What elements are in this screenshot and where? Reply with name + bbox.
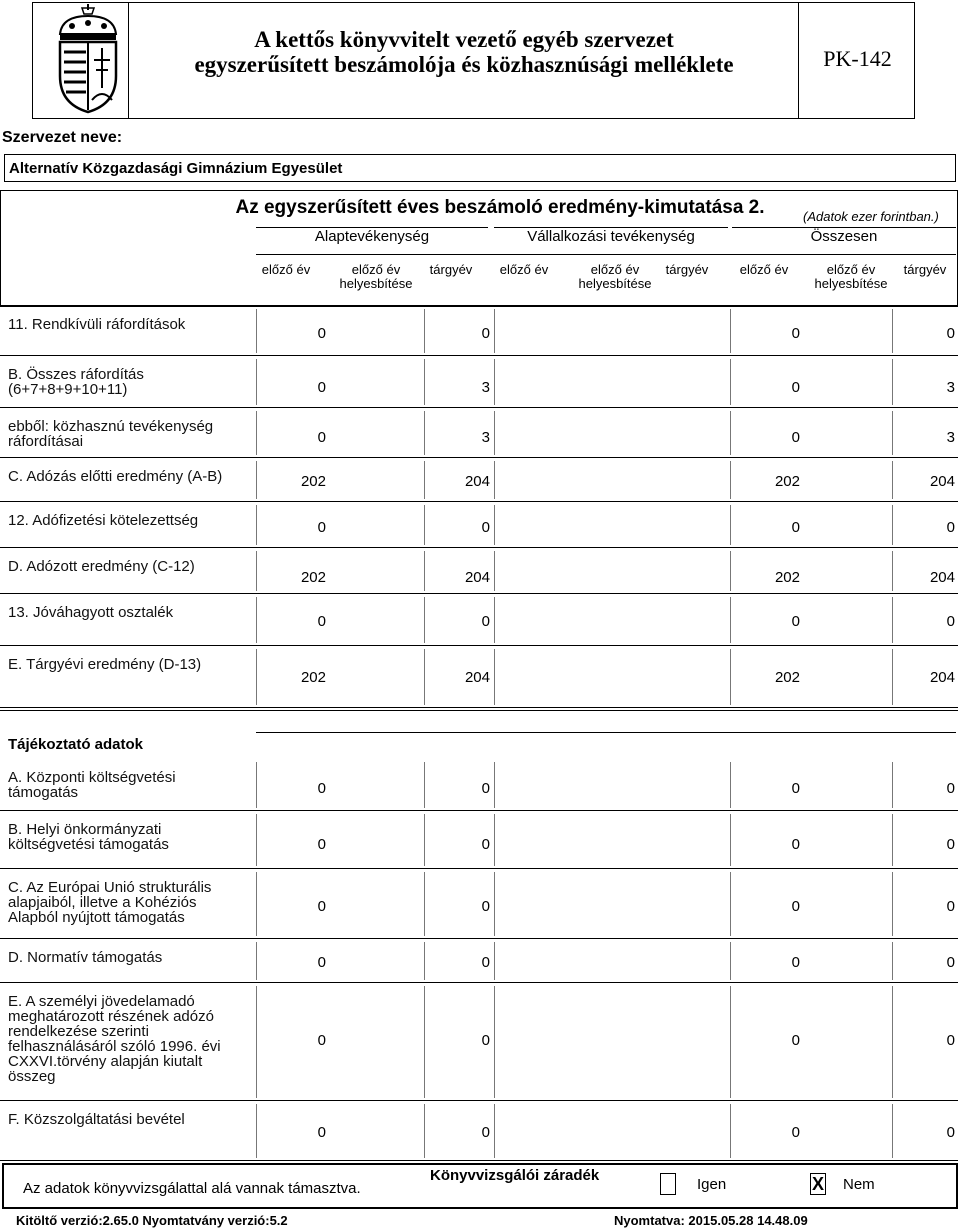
cell-divider	[494, 649, 495, 705]
value-alap-prev[interactable]: 0	[317, 379, 326, 396]
cell-divider	[730, 872, 731, 936]
group-osszesen: Összesen	[810, 228, 878, 245]
value-alap-current[interactable]: 0	[481, 954, 490, 971]
row-label-line: összeg	[8, 1068, 56, 1085]
value-osszesen-current[interactable]: 0	[946, 519, 955, 536]
row-label	[8, 880, 253, 925]
audit-no-label: Nem	[843, 1176, 875, 1193]
units-note: (Adatok ezer forintban.)	[803, 209, 939, 224]
value-osszesen-prev[interactable]: 0	[791, 519, 800, 536]
value-alap-prev[interactable]: 0	[317, 954, 326, 971]
cell-divider	[494, 762, 495, 808]
subheader-adjustment-line1: előző év	[826, 262, 876, 277]
cell-divider	[424, 309, 425, 353]
cell-divider	[892, 649, 893, 705]
value-alap-prev[interactable]: 0	[317, 613, 326, 630]
value-osszesen-current[interactable]: 0	[946, 1124, 955, 1141]
value-osszesen-current[interactable]: 204	[929, 669, 955, 686]
value-alap-prev[interactable]: 202	[300, 473, 326, 490]
subheader-adjustment-line2: helyesbítése	[339, 276, 413, 291]
cell-divider	[892, 814, 893, 866]
subheader-vall-prev: előző év	[499, 262, 549, 277]
cell-divider	[892, 942, 893, 980]
row-label	[8, 822, 253, 852]
row-separator	[0, 457, 958, 458]
subheader-underline	[256, 254, 956, 255]
row-label	[8, 605, 253, 620]
cell-divider	[892, 762, 893, 808]
cell-divider	[256, 597, 257, 643]
form-title-line1: A kettős könyvvitelt vezető egyéb szervezet	[254, 27, 674, 52]
form-title	[130, 27, 798, 77]
row-separator	[0, 1100, 958, 1101]
value-alap-prev[interactable]: 202	[300, 569, 326, 586]
cell-divider	[730, 1104, 731, 1158]
row-label	[8, 419, 253, 449]
cell-divider	[494, 309, 495, 353]
audit-no-checkbox[interactable]	[810, 1173, 826, 1195]
cell-divider	[892, 359, 893, 405]
form-title-line2: egyszerűsített beszámolója és közhasznúsági melléklete	[194, 52, 734, 77]
row-label	[8, 770, 253, 800]
value-osszesen-prev[interactable]: 202	[774, 473, 800, 490]
row-label-line: Alapból nyújtott támogatás	[8, 909, 185, 926]
audit-title: Könyvvizsgálói záradék	[430, 1167, 600, 1184]
cell-divider	[424, 942, 425, 980]
spacer-line	[256, 732, 956, 733]
value-alap-current[interactable]: 0	[481, 780, 490, 797]
row-label-line: 13. Jóváhagyott osztalék	[8, 604, 174, 621]
cell-divider	[256, 762, 257, 808]
info-title: Tájékoztató adatok	[8, 736, 144, 753]
value-osszesen-current[interactable]: 204	[929, 569, 955, 586]
row-separator	[0, 938, 958, 939]
value-alap-current[interactable]: 3	[481, 429, 490, 446]
cell-divider	[730, 411, 731, 455]
row-label	[8, 559, 253, 574]
cell-divider	[730, 942, 731, 980]
group-alaptevekenyseg: Alaptevékenység	[314, 228, 430, 245]
row-label-line: C. Az Európai Unió strukturális	[8, 879, 212, 896]
cell-divider	[892, 411, 893, 455]
cell-divider	[892, 309, 893, 353]
cell-divider	[730, 762, 731, 808]
value-alap-current[interactable]: 0	[481, 898, 490, 915]
cell-divider	[730, 649, 731, 705]
subheader-adjustment-line2: helyesbítése	[814, 276, 888, 291]
row-label	[8, 317, 253, 332]
row-label-line: B. Helyi önkormányzati	[8, 821, 162, 838]
value-osszesen-prev[interactable]: 0	[791, 898, 800, 915]
cell-divider	[494, 597, 495, 643]
subheader-ossz-adjustment	[808, 263, 894, 291]
value-osszesen-prev[interactable]: 0	[791, 780, 800, 797]
audit-no-check-mark: X	[811, 1174, 824, 1194]
cell-divider	[256, 649, 257, 705]
row-label-line: 12. Adófizetési kötelezettség	[8, 512, 199, 529]
value-osszesen-current[interactable]: 0	[946, 954, 955, 971]
row-label-line: B. Összes ráfordítás	[8, 366, 144, 383]
cell-divider	[424, 649, 425, 705]
row-label-line: C. Adózás előtti eredmény (A-B)	[8, 468, 223, 485]
value-osszesen-current[interactable]: 0	[946, 898, 955, 915]
cell-divider	[256, 411, 257, 455]
row-separator	[0, 501, 958, 502]
value-osszesen-current[interactable]: 0	[946, 1032, 955, 1049]
row-label-line: F. Közszolgáltatási bevétel	[8, 1111, 185, 1128]
row-label	[8, 367, 253, 397]
subheader-alap-adjustment	[333, 263, 419, 291]
subheader-adjustment-line2: helyesbítése	[578, 276, 652, 291]
value-osszesen-current[interactable]: 0	[946, 836, 955, 853]
row-label-line: E. Tárgyévi eredmény (D-13)	[8, 656, 202, 673]
cell-divider	[256, 1104, 257, 1158]
cell-divider	[424, 872, 425, 936]
row-label-line: A. Központi költségvetési	[8, 769, 176, 786]
cell-divider	[892, 505, 893, 545]
value-osszesen-prev[interactable]: 0	[791, 429, 800, 446]
row-label	[8, 513, 253, 528]
value-osszesen-current[interactable]: 0	[946, 780, 955, 797]
value-osszesen-prev[interactable]: 202	[774, 669, 800, 686]
footer-version: Kitöltő verzió:2.65.0 Nyomtatvány verzió:5.2	[16, 1213, 288, 1228]
cell-divider	[892, 1104, 893, 1158]
value-alap-prev[interactable]: 0	[317, 836, 326, 853]
cell-divider	[256, 986, 257, 1098]
subheader-ossz-current: tárgyév	[903, 262, 947, 277]
main-table-bottom	[0, 710, 958, 711]
audit-yes-checkbox[interactable]	[660, 1173, 676, 1195]
cell-divider	[424, 461, 425, 499]
cell-divider	[730, 505, 731, 545]
organization-label: Szervezet neve:	[2, 129, 123, 146]
value-osszesen-prev[interactable]: 0	[791, 325, 800, 342]
coat-of-arms-icon	[52, 4, 124, 116]
cell-divider	[424, 551, 425, 591]
row-label-line: ráfordításai	[8, 433, 84, 450]
row-separator	[0, 1160, 958, 1161]
value-osszesen-current[interactable]: 0	[946, 325, 955, 342]
cell-divider	[730, 814, 731, 866]
statement-title: Az egyszerűsített éves beszámoló eredmény-kimutatása 2.	[235, 197, 765, 218]
row-label	[8, 469, 253, 484]
cell-divider	[424, 359, 425, 405]
cell-divider	[730, 597, 731, 643]
value-alap-current[interactable]: 204	[464, 569, 490, 586]
cell-divider	[256, 359, 257, 405]
cell-divider	[424, 814, 425, 866]
value-alap-prev[interactable]: 0	[317, 325, 326, 342]
row-label-line: E. A személyi jövedelamadó	[8, 993, 195, 1010]
row-separator	[0, 810, 958, 811]
cell-divider	[494, 814, 495, 866]
value-alap-prev[interactable]: 0	[317, 429, 326, 446]
value-alap-prev[interactable]: 202	[300, 669, 326, 686]
value-osszesen-prev[interactable]: 0	[791, 613, 800, 630]
cell-divider	[424, 762, 425, 808]
row-label-line: támogatás	[8, 784, 79, 801]
row-label-line: rendelkezése szerinti	[8, 1023, 149, 1040]
header-divider-right	[798, 2, 799, 119]
value-alap-current[interactable]: 0	[481, 325, 490, 342]
cell-divider	[494, 359, 495, 405]
subheader-alap-prev: előző év	[261, 262, 311, 277]
subheader-vall-current: tárgyév	[665, 262, 709, 277]
row-label	[8, 657, 253, 672]
row-label-line: D. Normatív támogatás	[8, 949, 163, 966]
cell-divider	[494, 461, 495, 499]
row-label-line: költségvetési támogatás	[8, 836, 169, 853]
audit-statement: Az adatok könyvvizsgálattal alá vannak támasztva.	[23, 1180, 361, 1197]
subheader-ossz-prev: előző év	[739, 262, 789, 277]
cell-divider	[256, 309, 257, 353]
value-alap-prev[interactable]: 0	[317, 519, 326, 536]
cell-divider	[494, 942, 495, 980]
value-alap-prev[interactable]: 0	[317, 1124, 326, 1141]
row-label-line: 11. Rendkívüli ráfordítások	[8, 316, 186, 333]
cell-divider	[494, 505, 495, 545]
cell-divider	[494, 872, 495, 936]
cell-divider	[892, 872, 893, 936]
cell-divider	[424, 505, 425, 545]
cell-divider	[256, 461, 257, 499]
value-osszesen-current[interactable]: 3	[946, 379, 955, 396]
row-separator	[0, 645, 958, 646]
value-alap-prev[interactable]: 0	[317, 898, 326, 915]
value-osszesen-prev[interactable]: 0	[791, 379, 800, 396]
row-separator	[0, 868, 958, 869]
value-alap-current[interactable]: 0	[481, 1032, 490, 1049]
cell-divider	[424, 597, 425, 643]
cell-divider	[424, 1104, 425, 1158]
row-label-line: (6+7+8+9+10+11)	[8, 381, 128, 398]
audit-yes-label: Igen	[697, 1176, 727, 1193]
organization-name: Alternatív Közgazdasági Gimnázium Egyesület	[9, 160, 343, 177]
cell-divider	[424, 411, 425, 455]
row-label-line: ebből: közhasznú tevékenység	[8, 418, 214, 435]
value-osszesen-current[interactable]: 204	[929, 473, 955, 490]
cell-divider	[892, 597, 893, 643]
value-alap-current[interactable]: 3	[481, 379, 490, 396]
value-osszesen-prev[interactable]: 0	[791, 836, 800, 853]
row-label	[8, 994, 253, 1084]
statement-header-bottom	[0, 305, 958, 306]
subheader-adjustment-line1: előző év	[590, 262, 640, 277]
cell-divider	[256, 872, 257, 936]
group-vallalkozasi: Vállalkozási tevékenység	[527, 228, 695, 245]
cell-divider	[494, 551, 495, 591]
cell-divider	[424, 986, 425, 1098]
form-code: PK-142	[823, 46, 892, 71]
subheader-vall-adjustment	[572, 263, 658, 291]
value-alap-current[interactable]: 0	[481, 613, 490, 630]
row-label-line: meghatározott részének adózó	[8, 1008, 214, 1025]
row-label	[8, 950, 253, 965]
row-separator	[0, 547, 958, 548]
cell-divider	[730, 359, 731, 405]
cell-divider	[730, 461, 731, 499]
cell-divider	[730, 309, 731, 353]
row-separator	[0, 407, 958, 408]
value-osszesen-prev[interactable]: 0	[791, 1124, 800, 1141]
value-osszesen-prev[interactable]: 0	[791, 1032, 800, 1049]
value-alap-prev[interactable]: 0	[317, 1032, 326, 1049]
cell-divider	[892, 461, 893, 499]
cell-divider	[892, 986, 893, 1098]
cell-divider	[892, 551, 893, 591]
cell-divider	[494, 1104, 495, 1158]
cell-divider	[256, 942, 257, 980]
header-divider-left	[128, 2, 129, 119]
value-osszesen-current[interactable]: 0	[946, 613, 955, 630]
value-osszesen-prev[interactable]: 0	[791, 954, 800, 971]
cell-divider	[730, 551, 731, 591]
row-label-line: felhasználásáról szóló 1996. évi	[8, 1038, 221, 1055]
value-osszesen-current[interactable]: 3	[946, 429, 955, 446]
value-alap-current[interactable]: 204	[464, 669, 490, 686]
value-alap-current[interactable]: 0	[481, 836, 490, 853]
cell-divider	[256, 551, 257, 591]
cell-divider	[256, 505, 257, 545]
value-alap-current[interactable]: 0	[481, 519, 490, 536]
value-osszesen-prev[interactable]: 202	[774, 569, 800, 586]
footer-printed: Nyomtatva: 2015.05.28 14.48.09	[614, 1213, 808, 1228]
subheader-alap-current: tárgyév	[429, 262, 473, 277]
value-alap-current[interactable]: 0	[481, 1124, 490, 1141]
row-separator	[0, 593, 958, 594]
value-alap-prev[interactable]: 0	[317, 780, 326, 797]
value-alap-current[interactable]: 204	[464, 473, 490, 490]
row-separator	[0, 707, 958, 708]
subheader-adjustment-line1: előző év	[351, 262, 401, 277]
row-label-line: CXXVI.törvény alapján kiutalt	[8, 1053, 203, 1070]
cell-divider	[256, 814, 257, 866]
cell-divider	[494, 986, 495, 1098]
cell-divider	[494, 411, 495, 455]
cell-divider	[730, 986, 731, 1098]
row-label	[8, 1112, 253, 1127]
row-label-line: D. Adózott eredmény (C-12)	[8, 558, 195, 575]
row-separator	[0, 982, 958, 983]
row-separator	[0, 355, 958, 356]
row-label-line: alapjaiból, illetve a Kohéziós	[8, 894, 197, 911]
